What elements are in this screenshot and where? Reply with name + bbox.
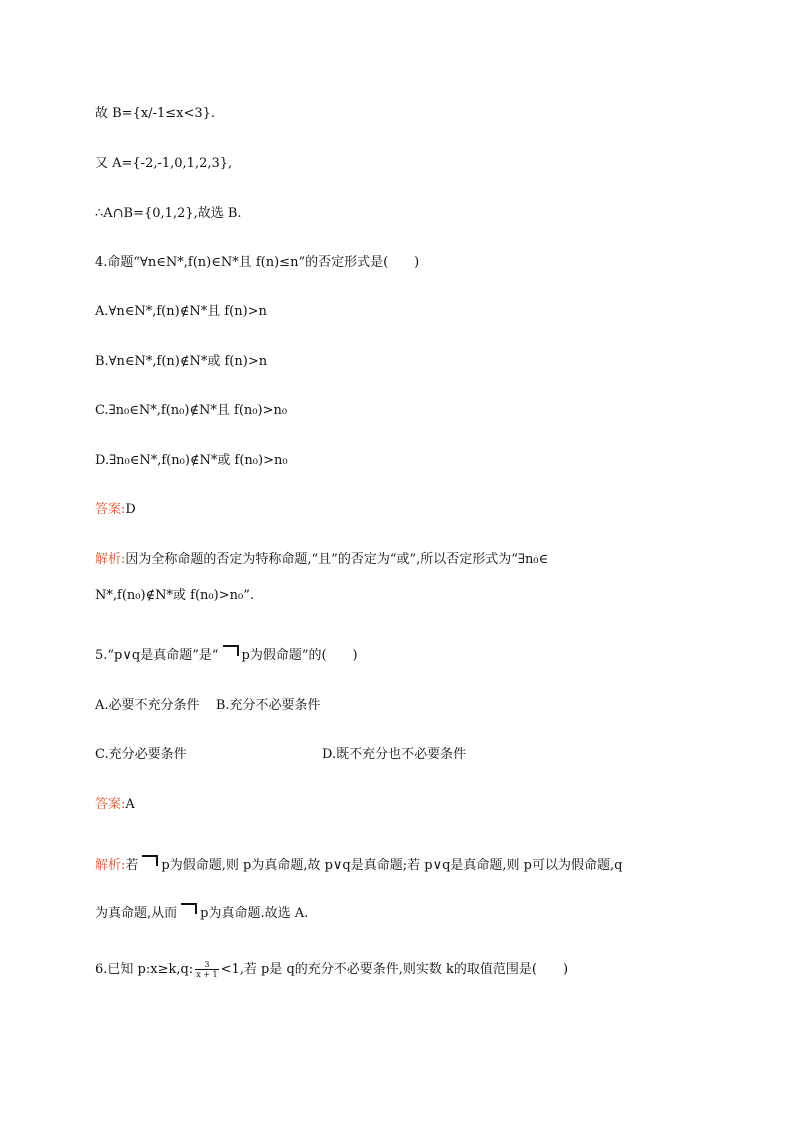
question-5-options-row-1 <box>95 697 321 715</box>
explanation-prefix: 若 <box>125 858 139 873</box>
explanation-text-end: p为真命题.故选 A. <box>200 906 309 921</box>
explanation-text-start: 为真命题,从而 <box>95 906 178 921</box>
question-4-option-a: A.∀n∈N*,f(n)∉N*且 f(n)>n <box>95 304 267 319</box>
question-5-option-b: B.充分不必要条件 <box>215 698 321 713</box>
solution-line-3: ∴A∩B={0,1,2},故选 B. <box>95 206 242 221</box>
question-5 <box>95 645 358 665</box>
question-5-text-start: 5.“p∨q是真命题”是“ <box>95 648 219 663</box>
question-4-option-c: C.∃n₀∈N*,f(n₀)∉N*且 f(n₀)>n₀ <box>95 403 288 418</box>
question-4: 4.命题“∀n∈N*,f(n)∈N*且 f(n)≤n”的否定形式是( ) <box>95 255 420 270</box>
explanation-label: 解析: <box>95 858 126 873</box>
explanation-label: 解析: <box>95 552 126 567</box>
question-6 <box>95 960 568 979</box>
question-5-option-a: A.必要不充分条件 <box>95 698 200 713</box>
answer-label: 答案: <box>95 797 126 812</box>
question-5-option-c: C.充分必要条件 <box>95 747 187 762</box>
negation-symbol-icon <box>181 903 197 914</box>
explanation-text: 因为全称命题的否定为特称命题,“且”的否定为“或”,所以否定形式为“∃n₀∈ <box>125 552 549 567</box>
solution-line-1: 故 B={x/-1≤x<3}. <box>95 106 216 121</box>
question-5-explanation-line-2 <box>95 903 308 923</box>
answer-label: 答案: <box>95 502 126 517</box>
answer-value: D <box>125 502 136 517</box>
answer-value: A <box>125 797 135 812</box>
question-6-text-end: <1,若 p是 q的充分不必要条件,则实数 k的取值范围是( ) <box>220 962 569 977</box>
negation-symbol-icon <box>223 645 239 656</box>
question-4-answer <box>95 501 136 519</box>
question-5-option-d: D.既不充分也不必要条件 <box>322 747 467 762</box>
question-4-explanation-line-1 <box>95 551 548 569</box>
fraction <box>195 960 218 979</box>
question-4-option-b: B.∀n∈N*,f(n)∉N*或 f(n)>n <box>95 354 268 369</box>
negation-symbol-icon <box>142 855 158 866</box>
question-4-explanation-line-2: N*,f(n₀)∉N*或 f(n₀)>n₀”. <box>95 588 254 603</box>
solution-line-2: 又 A={-2,-1,0,1,2,3}, <box>95 156 233 171</box>
fraction-denominator: x + 1 <box>196 970 218 979</box>
question-4-option-d: D.∃n₀∈N*,f(n₀)∉N*或 f(n₀)>n₀ <box>95 453 288 468</box>
fraction-numerator: 3 <box>195 960 218 970</box>
question-6-text-start: 6.已知 p:x≥k,q: <box>95 962 194 977</box>
question-5-answer <box>95 796 135 814</box>
question-5-text-end: p为假命题”的( ) <box>241 648 358 663</box>
explanation-text: p为假命题,则 p为真命题,故 p∨q是真命题;若 p∨q是真命题,则 p可以为假命题,q <box>161 858 623 873</box>
question-5-explanation-line-1 <box>95 855 622 875</box>
